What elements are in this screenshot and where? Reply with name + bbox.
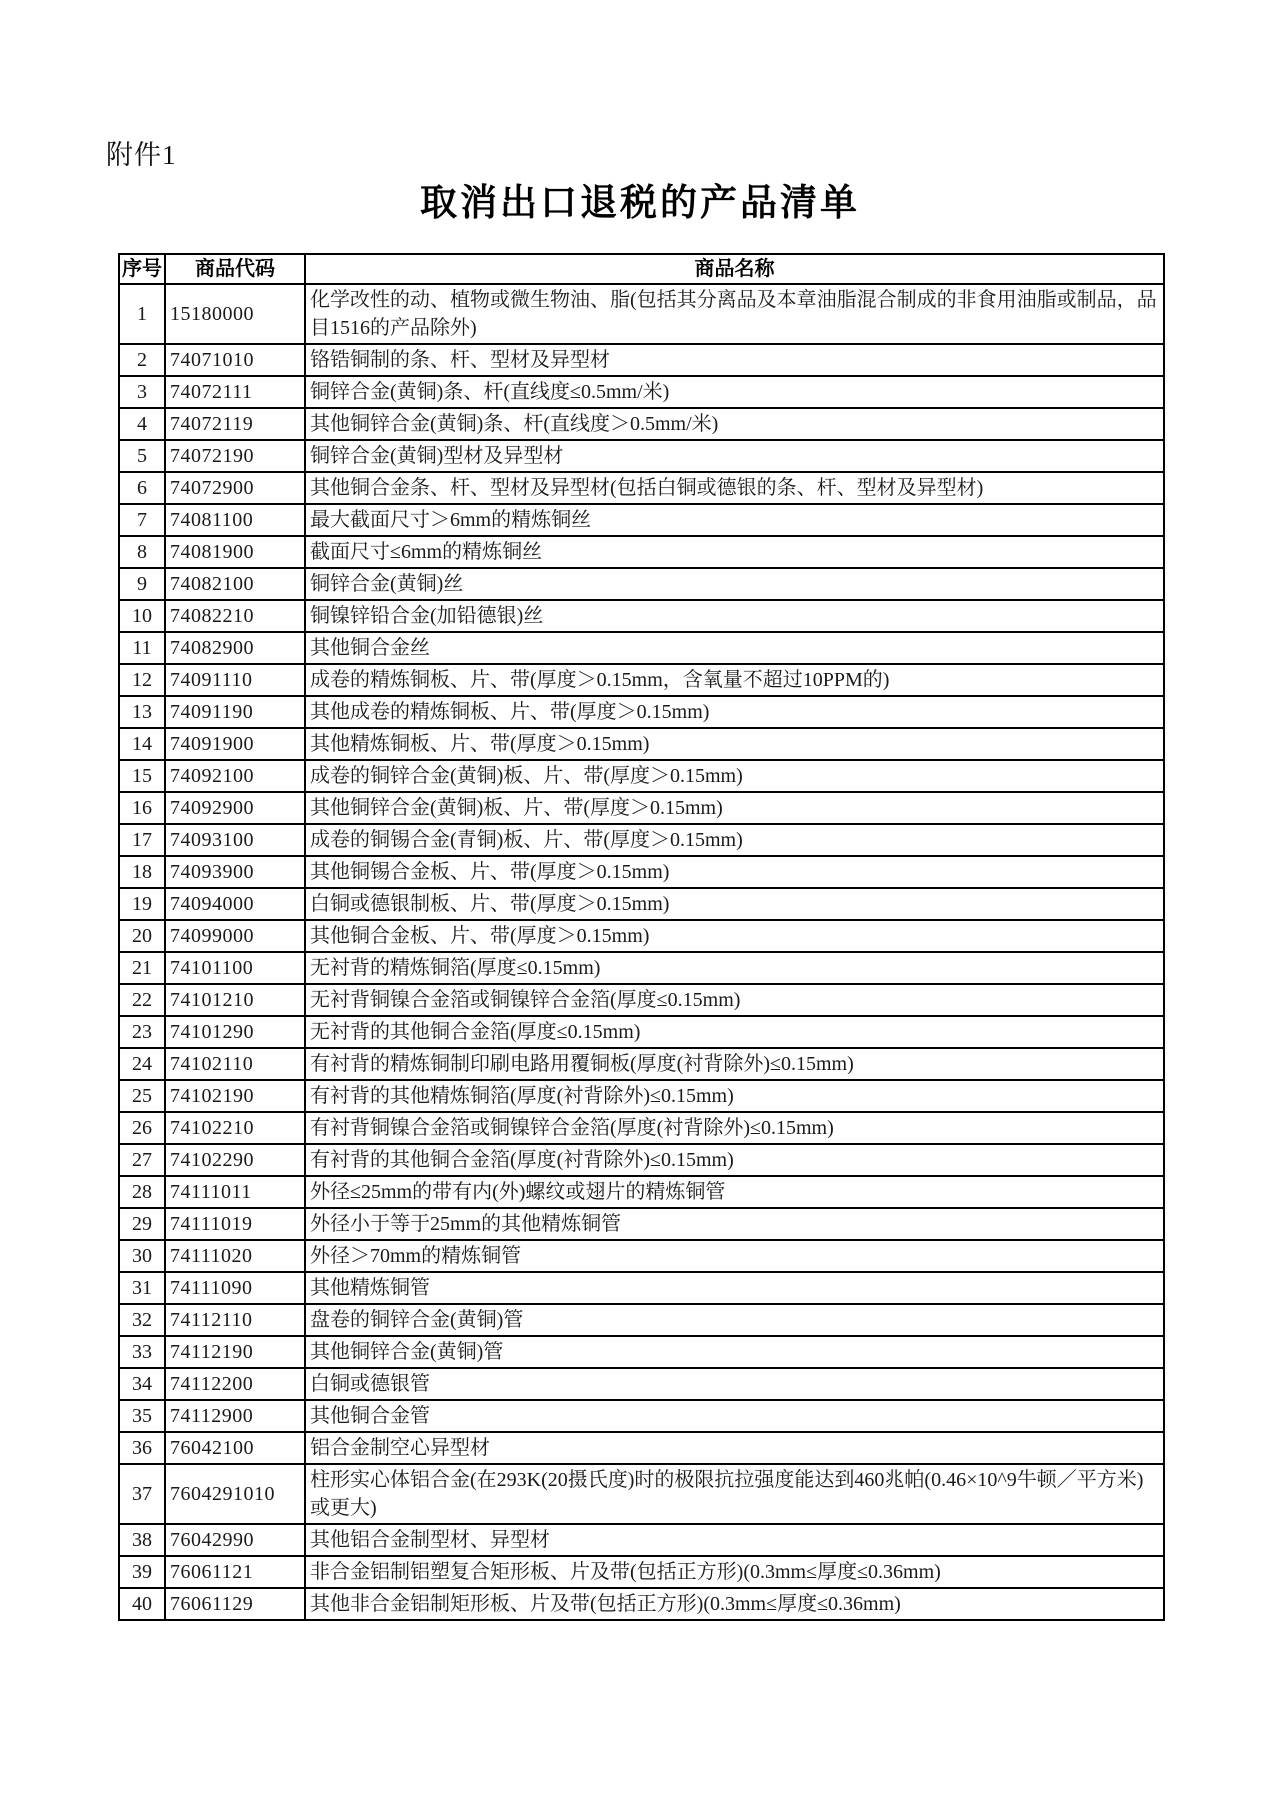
cell-name: 有衬背铜镍合金箔或铜镍锌合金箔(厚度(衬背除外)≤0.15mm)	[305, 1112, 1164, 1144]
cell-no: 25	[119, 1080, 165, 1112]
cell-no: 35	[119, 1400, 165, 1432]
cell-code: 74092900	[165, 792, 305, 824]
header-product-code: 商品代码	[165, 254, 305, 284]
cell-name: 截面尺寸≤6mm的精炼铜丝	[305, 536, 1164, 568]
cell-code: 74072119	[165, 408, 305, 440]
cell-code: 74091900	[165, 728, 305, 760]
table-row	[119, 1368, 1164, 1400]
cell-code: 76042100	[165, 1432, 305, 1464]
product-table-body	[119, 284, 1164, 1620]
cell-no: 40	[119, 1588, 165, 1620]
cell-name: 柱形实心体铝合金(在293K(20摄氏度)时的极限抗拉强度能达到460兆帕(0.46×10^9牛顿／平方米)或更大)	[305, 1464, 1164, 1524]
cell-no: 20	[119, 920, 165, 952]
cell-no: 4	[119, 408, 165, 440]
cell-code: 74111090	[165, 1272, 305, 1304]
cell-no: 8	[119, 536, 165, 568]
table-row	[119, 1112, 1164, 1144]
cell-code: 74072900	[165, 472, 305, 504]
cell-name: 其他精炼铜管	[305, 1272, 1164, 1304]
cell-no: 22	[119, 984, 165, 1016]
cell-no: 3	[119, 376, 165, 408]
cell-no: 2	[119, 344, 165, 376]
cell-name: 无衬背的精炼铜箔(厚度≤0.15mm)	[305, 952, 1164, 984]
cell-name: 铜镍锌铅合金(加铅德银)丝	[305, 600, 1164, 632]
cell-code: 74101290	[165, 1016, 305, 1048]
cell-name: 盘卷的铜锌合金(黄铜)管	[305, 1304, 1164, 1336]
table-row	[119, 1240, 1164, 1272]
cell-no: 29	[119, 1208, 165, 1240]
table-row	[119, 728, 1164, 760]
cell-no: 7	[119, 504, 165, 536]
cell-code: 74102190	[165, 1080, 305, 1112]
table-row	[119, 344, 1164, 376]
header-serial-number: 序号	[119, 254, 165, 284]
table-row	[119, 284, 1164, 344]
cell-no: 34	[119, 1368, 165, 1400]
cell-code: 7604291010	[165, 1464, 305, 1524]
cell-code: 76042990	[165, 1524, 305, 1556]
cell-name: 无衬背铜镍合金箔或铜镍锌合金箔(厚度≤0.15mm)	[305, 984, 1164, 1016]
cell-name: 无衬背的其他铜合金箔(厚度≤0.15mm)	[305, 1016, 1164, 1048]
cell-code: 74102210	[165, 1112, 305, 1144]
table-row	[119, 632, 1164, 664]
cell-code: 74093100	[165, 824, 305, 856]
cell-no: 14	[119, 728, 165, 760]
cell-no: 36	[119, 1432, 165, 1464]
cell-name: 铬锆铜制的条、杆、型材及异型材	[305, 344, 1164, 376]
cell-code: 74072190	[165, 440, 305, 472]
table-row	[119, 1464, 1164, 1524]
table-row	[119, 1208, 1164, 1240]
cell-no: 11	[119, 632, 165, 664]
table-row	[119, 1080, 1164, 1112]
cell-no: 6	[119, 472, 165, 504]
table-row	[119, 504, 1164, 536]
cell-no: 27	[119, 1144, 165, 1176]
cell-code: 74099000	[165, 920, 305, 952]
cell-code: 74091190	[165, 696, 305, 728]
table-row	[119, 664, 1164, 696]
cell-no: 9	[119, 568, 165, 600]
cell-no: 37	[119, 1464, 165, 1524]
cell-name: 有衬背的其他精炼铜箔(厚度(衬背除外)≤0.15mm)	[305, 1080, 1164, 1112]
table-row	[119, 984, 1164, 1016]
cell-no: 33	[119, 1336, 165, 1368]
cell-code: 74112110	[165, 1304, 305, 1336]
cell-code: 74091110	[165, 664, 305, 696]
cell-name: 其他铜合金丝	[305, 632, 1164, 664]
cell-no: 13	[119, 696, 165, 728]
cell-code: 74071010	[165, 344, 305, 376]
table-row	[119, 1524, 1164, 1556]
cell-code: 74092100	[165, 760, 305, 792]
table-row	[119, 440, 1164, 472]
cell-code: 74082900	[165, 632, 305, 664]
table-row	[119, 888, 1164, 920]
cell-no: 23	[119, 1016, 165, 1048]
cell-code: 74101210	[165, 984, 305, 1016]
cell-name: 外径≤25mm的带有内(外)螺纹或翅片的精炼铜管	[305, 1176, 1164, 1208]
table-row	[119, 824, 1164, 856]
cell-code: 74072111	[165, 376, 305, 408]
attachment-label: 附件1	[106, 140, 177, 170]
cell-no: 18	[119, 856, 165, 888]
cell-name: 有衬背的精炼铜制印刷电路用覆铜板(厚度(衬背除外)≤0.15mm)	[305, 1048, 1164, 1080]
header-product-name: 商品名称	[305, 254, 1164, 284]
cell-no: 12	[119, 664, 165, 696]
cell-name: 白铜或德银制板、片、带(厚度＞0.15mm)	[305, 888, 1164, 920]
cell-name: 其他铜锌合金(黄铜)板、片、带(厚度＞0.15mm)	[305, 792, 1164, 824]
cell-name: 化学改性的动、植物或微生物油、脂(包括其分离品及本章油脂混合制成的非食用油脂或制品，品目1516的产品除外)	[305, 284, 1164, 344]
product-table	[118, 253, 1165, 1621]
table-row	[119, 1336, 1164, 1368]
table-row	[119, 1016, 1164, 1048]
cell-code: 74111020	[165, 1240, 305, 1272]
cell-name: 其他非合金铝制矩形板、片及带(包括正方形)(0.3mm≤厚度≤0.36mm)	[305, 1588, 1164, 1620]
cell-name: 其他精炼铜板、片、带(厚度＞0.15mm)	[305, 728, 1164, 760]
page-title: 取消出口退税的产品清单	[420, 183, 860, 224]
cell-name: 成卷的精炼铜板、片、带(厚度＞0.15mm，含氧量不超过10PPM的)	[305, 664, 1164, 696]
cell-no: 15	[119, 760, 165, 792]
cell-name: 其他铜锌合金(黄铜)管	[305, 1336, 1164, 1368]
cell-code: 74094000	[165, 888, 305, 920]
cell-code: 74111019	[165, 1208, 305, 1240]
cell-name: 铝合金制空心异型材	[305, 1432, 1164, 1464]
table-row	[119, 600, 1164, 632]
cell-name: 成卷的铜锌合金(黄铜)板、片、带(厚度＞0.15mm)	[305, 760, 1164, 792]
cell-code: 15180000	[165, 284, 305, 344]
table-row	[119, 760, 1164, 792]
cell-code: 74101100	[165, 952, 305, 984]
table-row	[119, 408, 1164, 440]
cell-no: 24	[119, 1048, 165, 1080]
cell-code: 74111011	[165, 1176, 305, 1208]
cell-no: 30	[119, 1240, 165, 1272]
cell-code: 74082210	[165, 600, 305, 632]
table-row	[119, 536, 1164, 568]
table-row	[119, 952, 1164, 984]
cell-code: 74081100	[165, 504, 305, 536]
cell-name: 其他铝合金制型材、异型材	[305, 1524, 1164, 1556]
cell-name: 外径＞70mm的精炼铜管	[305, 1240, 1164, 1272]
cell-no: 31	[119, 1272, 165, 1304]
table-row	[119, 1588, 1164, 1620]
table-row	[119, 1272, 1164, 1304]
cell-code: 74082100	[165, 568, 305, 600]
cell-name: 成卷的铜锡合金(青铜)板、片、带(厚度＞0.15mm)	[305, 824, 1164, 856]
cell-name: 铜锌合金(黄铜)丝	[305, 568, 1164, 600]
table-row	[119, 1556, 1164, 1588]
cell-name: 其他铜合金条、杆、型材及异型材(包括白铜或德银的条、杆、型材及异型材)	[305, 472, 1164, 504]
cell-name: 非合金铝制铝塑复合矩形板、片及带(包括正方形)(0.3mm≤厚度≤0.36mm)	[305, 1556, 1164, 1588]
cell-no: 28	[119, 1176, 165, 1208]
cell-no: 16	[119, 792, 165, 824]
cell-name: 其他成卷的精炼铜板、片、带(厚度＞0.15mm)	[305, 696, 1164, 728]
cell-no: 38	[119, 1524, 165, 1556]
cell-no: 5	[119, 440, 165, 472]
table-row	[119, 472, 1164, 504]
cell-no: 1	[119, 284, 165, 344]
table-row	[119, 696, 1164, 728]
cell-code: 74081900	[165, 536, 305, 568]
table-row	[119, 1304, 1164, 1336]
table-row	[119, 792, 1164, 824]
cell-code: 74112900	[165, 1400, 305, 1432]
cell-no: 21	[119, 952, 165, 984]
cell-name: 有衬背的其他铜合金箔(厚度(衬背除外)≤0.15mm)	[305, 1144, 1164, 1176]
table-row	[119, 1432, 1164, 1464]
cell-name: 其他铜合金管	[305, 1400, 1164, 1432]
table-row	[119, 1176, 1164, 1208]
table-row	[119, 1144, 1164, 1176]
cell-name: 最大截面尺寸＞6mm的精炼铜丝	[305, 504, 1164, 536]
cell-no: 26	[119, 1112, 165, 1144]
cell-name: 外径小于等于25mm的其他精炼铜管	[305, 1208, 1164, 1240]
cell-code: 76061129	[165, 1588, 305, 1620]
cell-no: 19	[119, 888, 165, 920]
cell-code: 74112190	[165, 1336, 305, 1368]
cell-no: 32	[119, 1304, 165, 1336]
cell-name: 其他铜锌合金(黄铜)条、杆(直线度＞0.5mm/米)	[305, 408, 1164, 440]
cell-no: 17	[119, 824, 165, 856]
cell-code: 74102110	[165, 1048, 305, 1080]
table-header-row	[119, 254, 1164, 284]
cell-name: 其他铜合金板、片、带(厚度＞0.15mm)	[305, 920, 1164, 952]
table-row	[119, 568, 1164, 600]
cell-name: 铜锌合金(黄铜)条、杆(直线度≤0.5mm/米)	[305, 376, 1164, 408]
cell-name: 其他铜锡合金板、片、带(厚度＞0.15mm)	[305, 856, 1164, 888]
cell-name: 白铜或德银管	[305, 1368, 1164, 1400]
cell-no: 10	[119, 600, 165, 632]
cell-no: 39	[119, 1556, 165, 1588]
cell-code: 74093900	[165, 856, 305, 888]
table-row	[119, 1048, 1164, 1080]
cell-code: 74102290	[165, 1144, 305, 1176]
cell-code: 76061121	[165, 1556, 305, 1588]
cell-code: 74112200	[165, 1368, 305, 1400]
table-row	[119, 1400, 1164, 1432]
table-row	[119, 856, 1164, 888]
table-row	[119, 920, 1164, 952]
cell-name: 铜锌合金(黄铜)型材及异型材	[305, 440, 1164, 472]
table-row	[119, 376, 1164, 408]
